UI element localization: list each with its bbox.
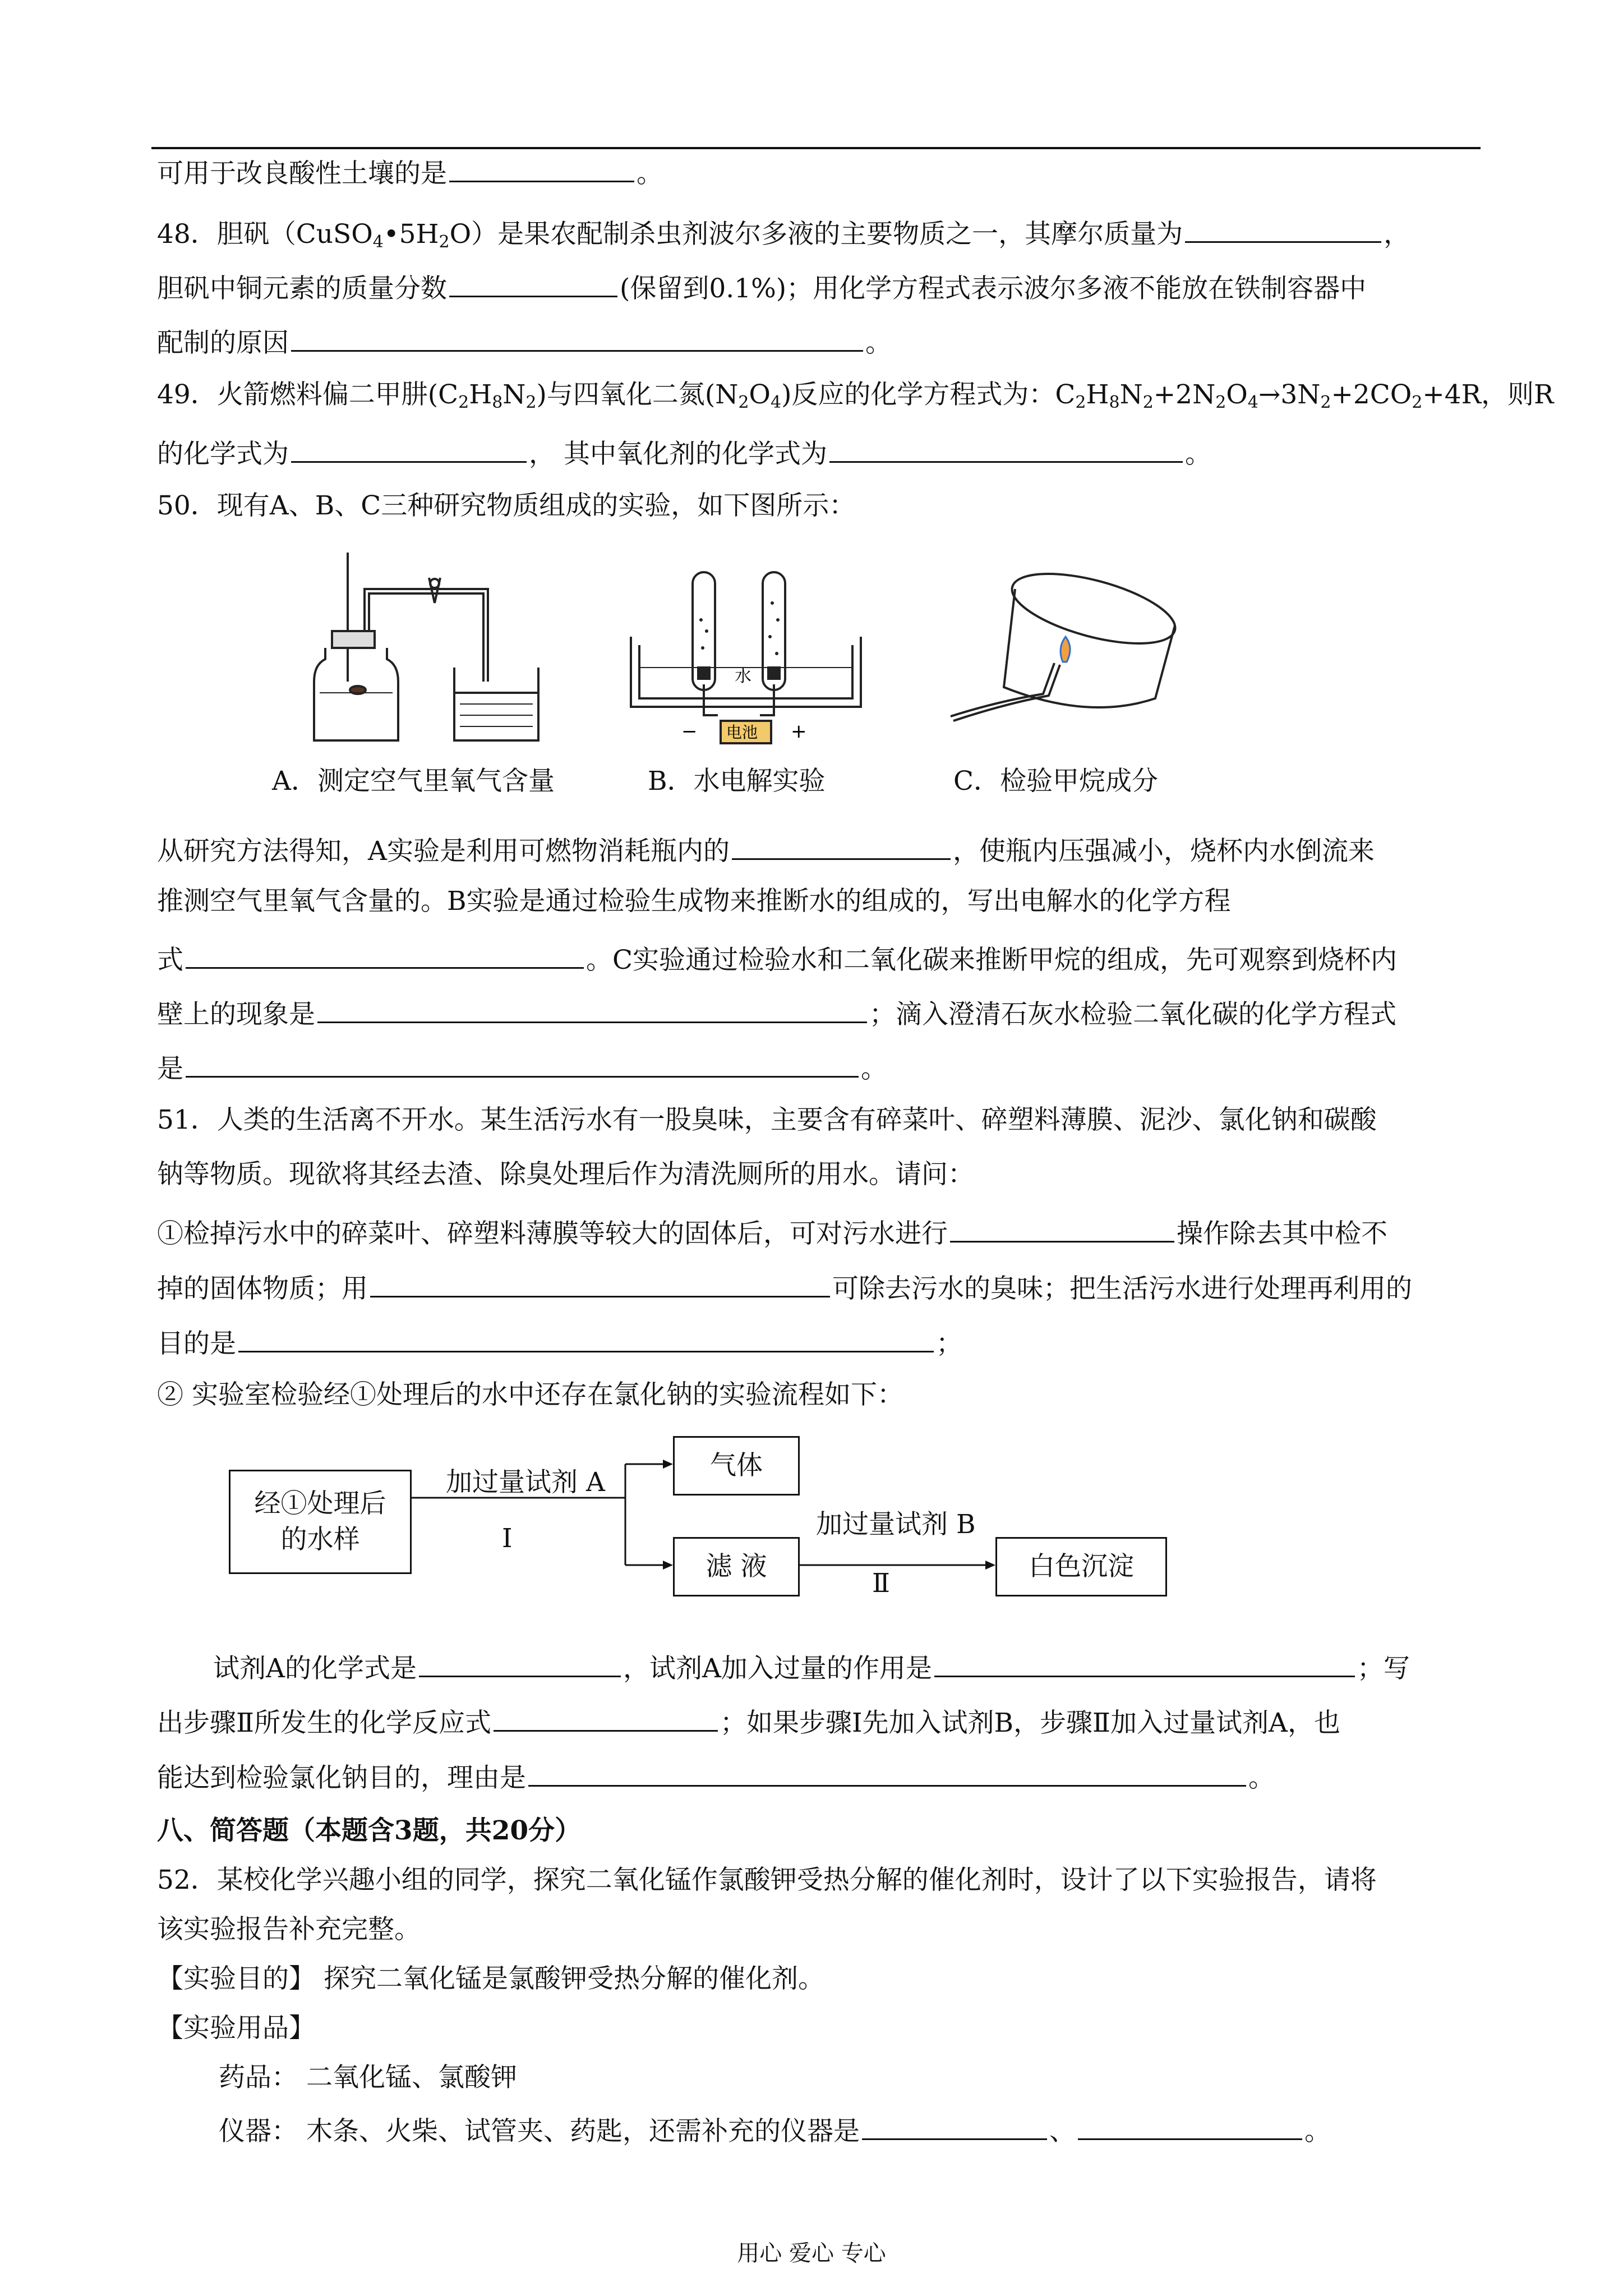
flow-step-1: Ⅰ <box>502 1523 513 1554</box>
text-line: 配制的原因 。 <box>157 321 1481 361</box>
flow-box-gas: 气体 <box>673 1436 800 1496</box>
text-line: 掉的固体物质；用 可除去污水的臭味；把生活污水进行处理再利用的 <box>157 1267 1481 1307</box>
text-line: 式 。C实验通过检验水和二氧化碳来推断甲烷的组成，先可观察到烧杯内 <box>157 938 1481 978</box>
answer-blank[interactable] <box>238 1322 934 1352</box>
page-footer: 用心 爱心 专心 <box>737 2240 886 2266</box>
answer-blank[interactable] <box>317 992 867 1023</box>
text-line: 能达到检验氯化钠目的，理由是 。 <box>157 1756 1481 1796</box>
answer-blank[interactable] <box>934 1646 1355 1677</box>
battery-label: 电池 <box>726 723 758 742</box>
answer-blank[interactable] <box>862 2109 1047 2140</box>
flow-label-reagent-a: 加过量试剂 A <box>446 1467 605 1498</box>
answer-blank[interactable] <box>449 151 634 182</box>
text-line: 胆矾中铜元素的质量分数 (保留到0.1%)；用化学方程式表示波尔多液不能放在铁制容器中 <box>157 266 1481 307</box>
text-line: 钠等物质。现欲将其经去渣、除臭处理后作为清洗厕所的用水。请问： <box>157 1159 974 1190</box>
flow-box-sample <box>229 1470 412 1574</box>
text-line: 可用于改良酸性土壤的是 。 <box>157 151 1481 192</box>
minus-label: − <box>681 720 698 743</box>
figure-c-caption: C．检验甲烷成分 <box>953 766 1158 797</box>
answer-blank[interactable] <box>449 266 617 297</box>
apparatus-a-figure <box>303 547 594 749</box>
answer-blank[interactable] <box>732 829 951 860</box>
question-50: 50．现有A、B、C三种研究物质组成的实验，如下图所示： <box>157 490 856 521</box>
text-line: ② 实验室检验经①处理后的水中还存在氯化钠的实验流程如下： <box>157 1379 903 1410</box>
answer-blank[interactable] <box>419 1646 621 1677</box>
text-line: 目的是 ； <box>157 1322 1481 1362</box>
text-line: 壁上的现象是 ；滴入澄清石灰水检验二氧化碳的化学方程式 <box>157 992 1481 1033</box>
flow-box-precipitate: 白色沉淀 <box>995 1537 1167 1596</box>
text-line: 出步骤Ⅱ所发生的化学反应式 ；如果步骤Ⅰ先加入试剂B，步骤Ⅱ加入过量试剂A，也 <box>157 1701 1481 1741</box>
water-label: 水 <box>735 666 751 686</box>
answer-blank[interactable] <box>1078 2109 1302 2140</box>
answer-blank[interactable] <box>291 321 863 352</box>
section-heading: 八、简答题（本题含3题，共20分） <box>157 1815 582 1846</box>
answer-blank[interactable] <box>494 1701 718 1732</box>
apparatus-c-figure <box>920 553 1189 743</box>
text-line: 【实验用品】 <box>157 2013 315 2044</box>
flow-box-filtrate: 滤 液 <box>673 1537 800 1596</box>
flow-step-2: Ⅱ <box>872 1568 890 1599</box>
answer-blank[interactable] <box>528 1756 1246 1787</box>
text-line: 推测空气里氧气含量的。B实验是通过检验生成物来推断水的组成的，写出电解水的化学方程 <box>157 886 1231 917</box>
text-line: ①检掉污水中的碎菜叶、碎塑料薄膜等较大的固体后，可对污水进行 操作除去其中检不 <box>157 1212 1481 1252</box>
plus-label: + <box>791 720 807 743</box>
text-line: 试剂A的化学式是 ，试剂A加入过量的作用是 ；写 <box>213 1646 1537 1687</box>
answer-blank[interactable] <box>950 1212 1174 1243</box>
text-line: 仪器： 木条、火柴、试管夹、药匙，还需补充的仪器是 、 。 <box>219 2109 1542 2150</box>
flow-box-sample-line1: 经①处理后 <box>254 1488 386 1519</box>
text-line: 从研究方法得知，A实验是利用可燃物消耗瓶内的 ，使瓶内压强减小，烧杯内水倒流来 <box>157 829 1481 869</box>
answer-blank[interactable] <box>186 1047 859 1078</box>
text-line: 【实验目的】 探究二氧化锰是氯酸钾受热分解的催化剂。 <box>157 1963 824 1994</box>
header-rule <box>151 147 1481 149</box>
apparatus-b-figure <box>620 547 872 749</box>
answer-blank[interactable] <box>186 938 584 969</box>
text-line: 该实验报告补充完整。 <box>157 1914 421 1945</box>
text-line: 的化学式为 ， 其中氧化剂的化学式为 。 <box>157 432 1481 472</box>
answer-blank[interactable] <box>1185 212 1381 243</box>
flow-label-reagent-b: 加过量试剂 B <box>816 1509 976 1540</box>
question-49: 49．火箭燃料偏二甲肼$(C_2H_8N_2)$与四氧化二氮$(N_2O_4)$反应的化学方程式为：$C_2H_8N_2+2N_2O_4\to 3N_2+2CO_2+4R$，则R <box>157 379 1554 412</box>
question-51: 51．人类的生活离不开水。某生活污水有一股臭味，主要含有碎菜叶、碎塑料薄膜、泥沙、氯化钠和碳酸 <box>157 1105 1377 1135</box>
figure-a-caption: A．测定空气里氧气含量 <box>272 766 555 797</box>
text-line: 是 。 <box>157 1047 1481 1087</box>
answer-blank[interactable] <box>370 1267 830 1297</box>
question-48: 48．胆矾$(CuSO_4•5H_2O)$是果农配制杀虫剂波尔多液的主要物质之一，其摩尔质量为 ， <box>157 212 1481 260</box>
answer-blank[interactable] <box>829 432 1183 463</box>
flow-box-sample-line2: 的水样 <box>280 1524 360 1555</box>
answer-blank[interactable] <box>291 432 527 463</box>
question-52: 52．某校化学兴趣小组的同学，探究二氧化锰作氯酸钾受热分解的催化剂时，设计了以下实验报告，请将 <box>157 1865 1377 1895</box>
figure-b-caption: B．水电解实验 <box>648 766 826 797</box>
text-line: 药品： 二氧化锰、氯酸钾 <box>219 2062 517 2093</box>
